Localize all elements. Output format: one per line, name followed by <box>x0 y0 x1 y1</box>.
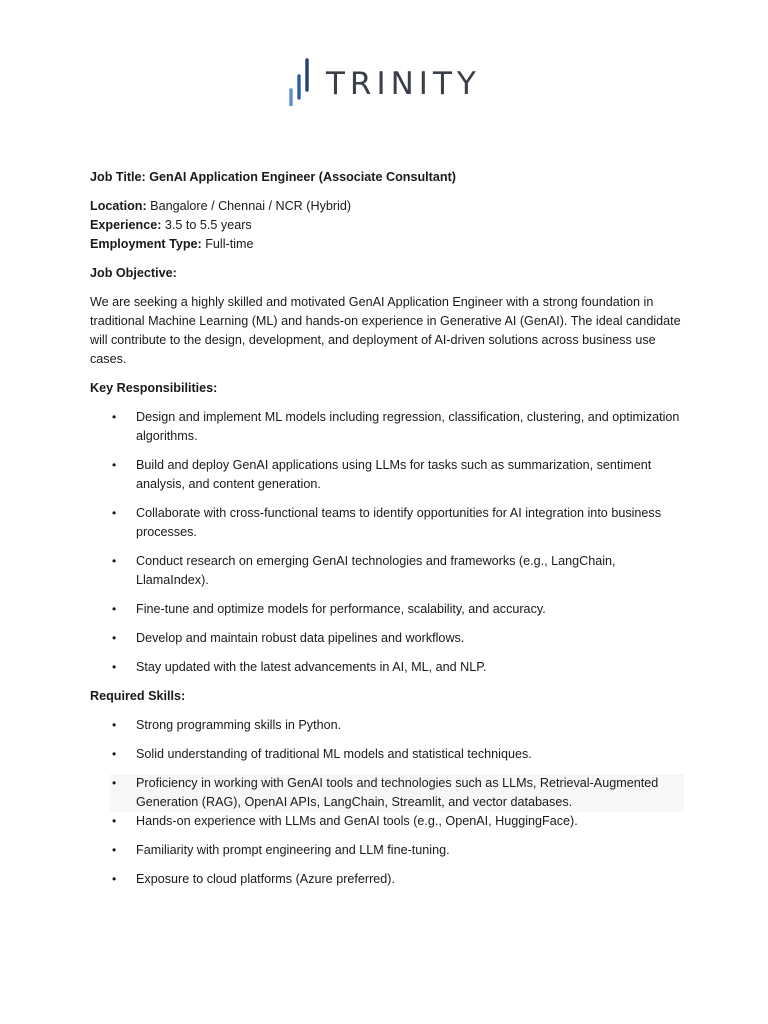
list-item: • Develop and maintain robust data pipelines and workflows. <box>112 631 465 645</box>
list-item: • Design and implement ML models including regression, classification, clustering, and optimization algorithms. <box>112 410 680 443</box>
experience-line: Experience: 3.5 to 5.5 years <box>90 218 252 232</box>
objective-text: We are seeking a highly skilled and motivated GenAI Application Engineer with a strong foundation in traditional Machine Learning (ML) and hands-on experience in Generative AI (GenAI). The ideal candidate will contribute to the design, development, and deployment of AI-driven solutions across business use cases. <box>90 295 681 366</box>
list-item: • Strong programming skills in Python. <box>112 718 342 732</box>
list-item: • Exposure to cloud platforms (Azure preferred). <box>112 872 395 886</box>
list-item: • Fine-tune and optimize models for performance, scalability, and accuracy. <box>112 602 546 616</box>
job-title: Job Title: GenAI Application Engineer (Associate Consultant) <box>90 170 456 184</box>
list-item: • Solid understanding of traditional ML models and statistical techniques. <box>112 747 532 761</box>
location-line: Location: Bangalore / Chennai / NCR (Hybrid) <box>90 199 352 213</box>
list-item: • Build and deploy GenAI applications using LLMs for tasks such as summarization, sentiment analysis, and content generation. <box>112 458 652 491</box>
company-logo <box>288 58 481 106</box>
skills-heading: Required Skills: <box>90 689 186 703</box>
skills-list <box>90 716 682 889</box>
responsibilities-heading: Key Responsibilities: <box>90 381 218 395</box>
objective-heading: Job Objective: <box>90 266 177 280</box>
list-item: • Stay updated with the latest advancements in AI, ML, and NLP. <box>112 660 487 674</box>
list-item: • Familiarity with prompt engineering and LLM fine-tuning. <box>112 843 450 857</box>
employment-type-line: Employment Type: Full-time <box>90 237 254 251</box>
list-item: • Collaborate with cross-functional teams to identify opportunities for AI integration into business processes. <box>112 506 662 539</box>
list-item: • Proficiency in working with GenAI tools and technologies such as LLMs, Retrieval-Augmented Generation (RAG), OpenAI APIs, LangChain, Streamlit, and vector databases. <box>110 774 684 812</box>
trinity-logo-icon <box>288 58 312 106</box>
list-item: • Hands-on experience with LLMs and GenAI tools (e.g., OpenAI, HuggingFace). <box>112 814 578 828</box>
responsibilities-list <box>90 408 682 677</box>
logo-text: TRINITY <box>326 65 481 102</box>
job-description <box>90 168 682 889</box>
list-item: • Conduct research on emerging GenAI technologies and frameworks (e.g., LangChain, LlamaIndex). <box>112 554 616 587</box>
